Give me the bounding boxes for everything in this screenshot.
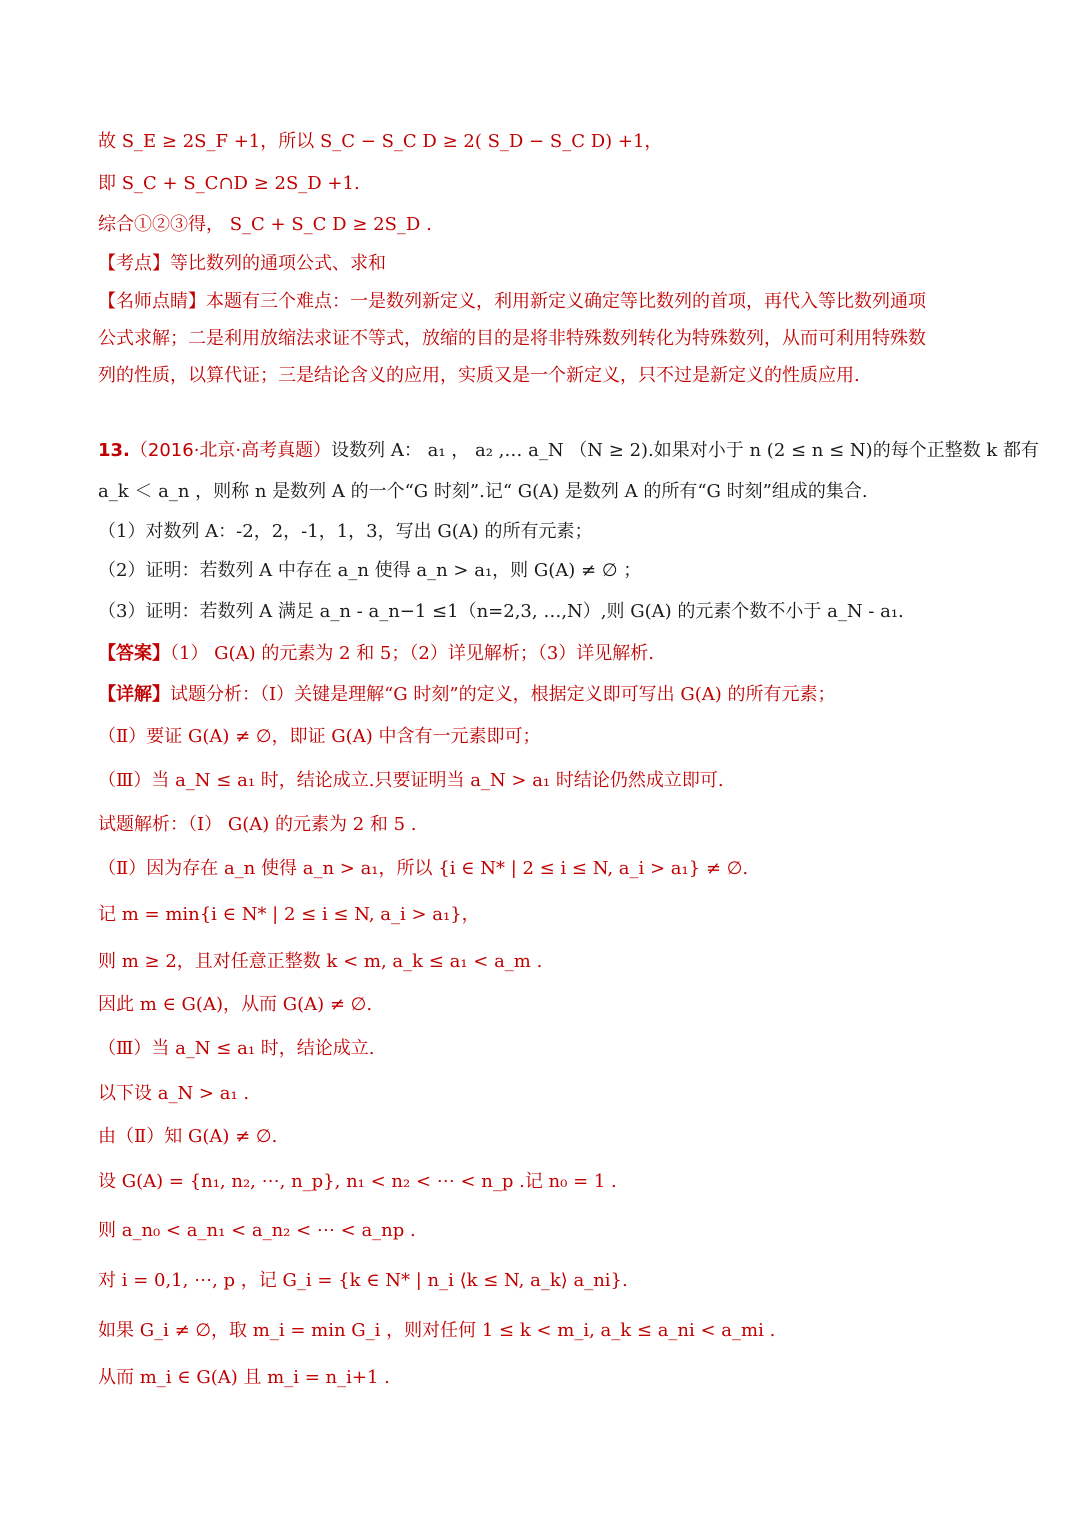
problem-number: 13. xyxy=(98,440,130,461)
detail-line-13: 则 a_n₀ < a_n₁ < a_n₂ < ⋯ < a_np . xyxy=(98,1220,416,1241)
proof-line-2: 即 S_C + S_C∩D ≥ 2S_D +1. xyxy=(98,173,360,194)
detail-line-8: 因此 m ∈ G(A)，从而 G(A) ≠ ∅. xyxy=(98,994,373,1015)
proof-line-3: 综合①②③得， S_C + S_C D ≥ 2S_D . xyxy=(98,214,432,235)
detail-line-2: （Ⅱ）要证 G(A) ≠ ∅，即证 G(A) 中含有一元素即可； xyxy=(98,726,541,747)
kaodian-line: 【考点】等比数列的通项公式、求和 xyxy=(98,253,386,274)
question-1: （1）对数列 A：-2，2，-1，1，3，写出 G(A) 的所有元素； xyxy=(98,521,593,542)
detail-line-3: （Ⅲ）当 a_N ≤ a₁ 时，结论成立.只要证明当 a_N > a₁ 时结论仍然成立即可. xyxy=(98,770,724,791)
mingshi-line-1: 【名师点睛】本题有三个难点：一是数列新定义，利用新定义确定等比数列的首项，再代入等比数列通项 xyxy=(98,291,926,312)
problem-stem-line-2: a_k ＜ a_n ，则称 n 是数列 A 的一个“G 时刻”.记“ G(A) 是数列 A 的所有“G 时刻”组成的集合. xyxy=(98,481,868,502)
mingshi-line-3: 列的性质，以算代证；三是结论含义的应用，实质又是一个新定义，只不过是新定义的性质应用. xyxy=(98,365,860,386)
question-3: （3）证明：若数列 A 满足 a_n - a_n−1 ≤1（n=2,3, …,N）,则 G(A) 的元素个数不小于 a_N - a₁. xyxy=(98,601,904,622)
detail-line-6: 记 m = min{i ∈ N* | 2 ≤ i ≤ N, a_i > a₁}， xyxy=(98,904,480,925)
mingshi-line-2: 公式求解；二是利用放缩法求证不等式，放缩的目的是将非特殊数列转化为特殊数列，从而可利用特殊数 xyxy=(98,328,926,349)
detail-line-16: 从而 m_i ∈ G(A) 且 m_i = n_i+1 . xyxy=(98,1367,390,1388)
detail-label: 【详解】 xyxy=(98,684,170,705)
detail-line-15: 如果 G_i ≠ ∅，取 m_i = min G_i ，则对任何 1 ≤ k < m_i, a_k ≤ a_ni < a_mi . xyxy=(98,1320,776,1341)
detail-text: 试题分析：（Ⅰ）关键是理解“G 时刻”的定义，根据定义即可写出 G(A) 的所有元素； xyxy=(170,684,836,705)
answer-label: 【答案】 xyxy=(98,643,170,664)
detail-line-1 xyxy=(98,681,998,708)
problem-stem-line-1 xyxy=(98,437,1040,464)
problem-stem-text: 设数列 A： a₁ ， a₂ ,… a_N （N ≥ 2).如果对小于 n (2 ≤ n ≤ N)的每个正整数 k 都有 xyxy=(331,440,1040,461)
detail-line-14: 对 i = 0,1, ⋯, p ，记 G_i = {k ∈ N* | n_i ⟨k ≤ N, a_k⟩ a_ni}. xyxy=(98,1270,628,1291)
detail-line-5: （Ⅱ）因为存在 a_n 使得 a_n > a₁，所以 {i ∈ N* | 2 ≤ i ≤ N, a_i > a₁} ≠ ∅. xyxy=(98,858,749,879)
detail-line-10: 以下设 a_N > a₁ . xyxy=(98,1083,250,1104)
detail-line-11: 由（Ⅱ）知 G(A) ≠ ∅. xyxy=(98,1126,278,1147)
detail-line-4: 试题解析：（Ⅰ） G(A) 的元素为 2 和 5 . xyxy=(98,814,417,835)
proof-line-1: 故 S_E ≥ 2S_F +1，所以 S_C − S_C D ≥ 2( S_D − S_C D) +1， xyxy=(98,131,663,152)
detail-line-12: 设 G(A) = {n₁, n₂, ⋯, n_p}, n₁ < n₂ < ⋯ < n_p .记 n₀ = 1 . xyxy=(98,1171,617,1192)
detail-line-7: 则 m ≥ 2，且对任意正整数 k < m, a_k ≤ a₁ < a_m . xyxy=(98,951,543,972)
answer-text: （1） G(A) 的元素为 2 和 5；（2）详见解析；（3）详见解析. xyxy=(170,643,655,664)
answer-line xyxy=(98,640,998,667)
problem-source: （2016·北京·高考真题） xyxy=(129,440,332,461)
detail-line-9: （Ⅲ）当 a_N ≤ a₁ 时，结论成立. xyxy=(98,1038,375,1059)
question-2: （2）证明：若数列 A 中存在 a_n 使得 a_n > a₁，则 G(A) ≠ ∅ ； xyxy=(98,560,642,581)
